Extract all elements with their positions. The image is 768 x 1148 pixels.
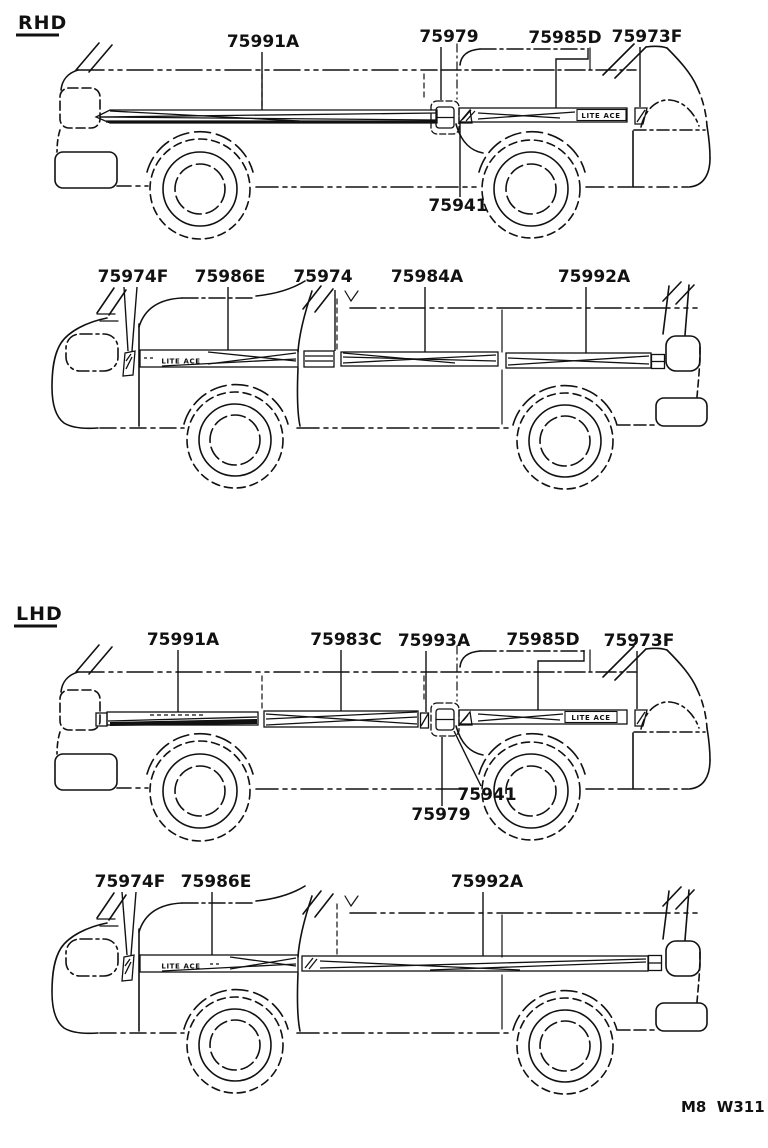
part-label-75974f: 75974F [97,267,169,287]
moulding-75992a [302,956,662,972]
truck-body [55,43,710,239]
part-label-75974: 75974 [293,267,353,287]
moulding-75993a [421,713,429,728]
part-label-75986e: 75986E [180,872,252,892]
part-label-75992a: 75992A [450,872,524,892]
part-label-75983c: 75983C [310,630,382,650]
leader-75974f [122,892,127,955]
part-label-75992a: 75992A [557,267,631,287]
part-label-75985d: 75985D [506,630,580,650]
leader-75985d [538,650,584,710]
vehicle-lhd-lower [52,872,707,1094]
part-label-75986e: 75986E [194,267,266,287]
moulding-75973f [635,710,647,726]
part-label-75941: 75941 [457,785,517,805]
part-label-75973f: 75973F [603,631,675,651]
moulding-75984a [341,352,498,366]
leader-75974f [124,287,128,351]
moulding-75974f [123,351,135,376]
leader-75974f-2 [132,287,137,351]
part-label-75979: 75979 [411,805,471,825]
part-label-75993a: 75993A [397,631,471,651]
leader-75941 [454,731,481,786]
part-label-75991a: 75991A [226,32,300,52]
part-label-75941: 75941 [428,196,488,216]
lhd-underline [14,625,57,628]
moulding-75983c [264,711,418,727]
truck-body [52,281,707,489]
part-label-75991a: 75991A [146,630,220,650]
part-label-75973f: 75973F [611,27,683,47]
vehicle-lhd-upper [55,630,710,841]
leader-75985d [556,48,588,108]
moulding-75973f [635,108,647,124]
part-label-75974f: 75974F [94,872,166,892]
moulding-75991a [96,712,258,726]
moulding-75991a [96,110,437,123]
vehicle-rhd-upper [55,27,710,239]
part-label-75979: 75979 [419,27,479,47]
leader-75974f-2 [131,892,136,955]
liteace-decal: LITE ACE [571,714,611,722]
vehicle-rhd-lower [52,267,707,489]
section-label-lhd: LHD [16,603,63,625]
part-label-75985d: 75985D [528,28,602,48]
moulding-75941 [459,712,472,725]
moulding-75974f [122,955,134,981]
liteace-decal: LITE ACE [161,962,201,971]
truck-body [55,645,710,841]
liteace-decal: LITE ACE [161,357,201,366]
section-label-rhd: RHD [18,12,68,34]
rhd-underline [16,34,59,37]
drawing-code: M8 W311 [681,1098,765,1116]
part-label-75984a: 75984A [390,267,464,287]
liteace-decal: LITE ACE [581,112,621,120]
truck-body [52,886,707,1094]
moulding-75974 [304,351,334,367]
moulding-75992a [506,353,665,369]
